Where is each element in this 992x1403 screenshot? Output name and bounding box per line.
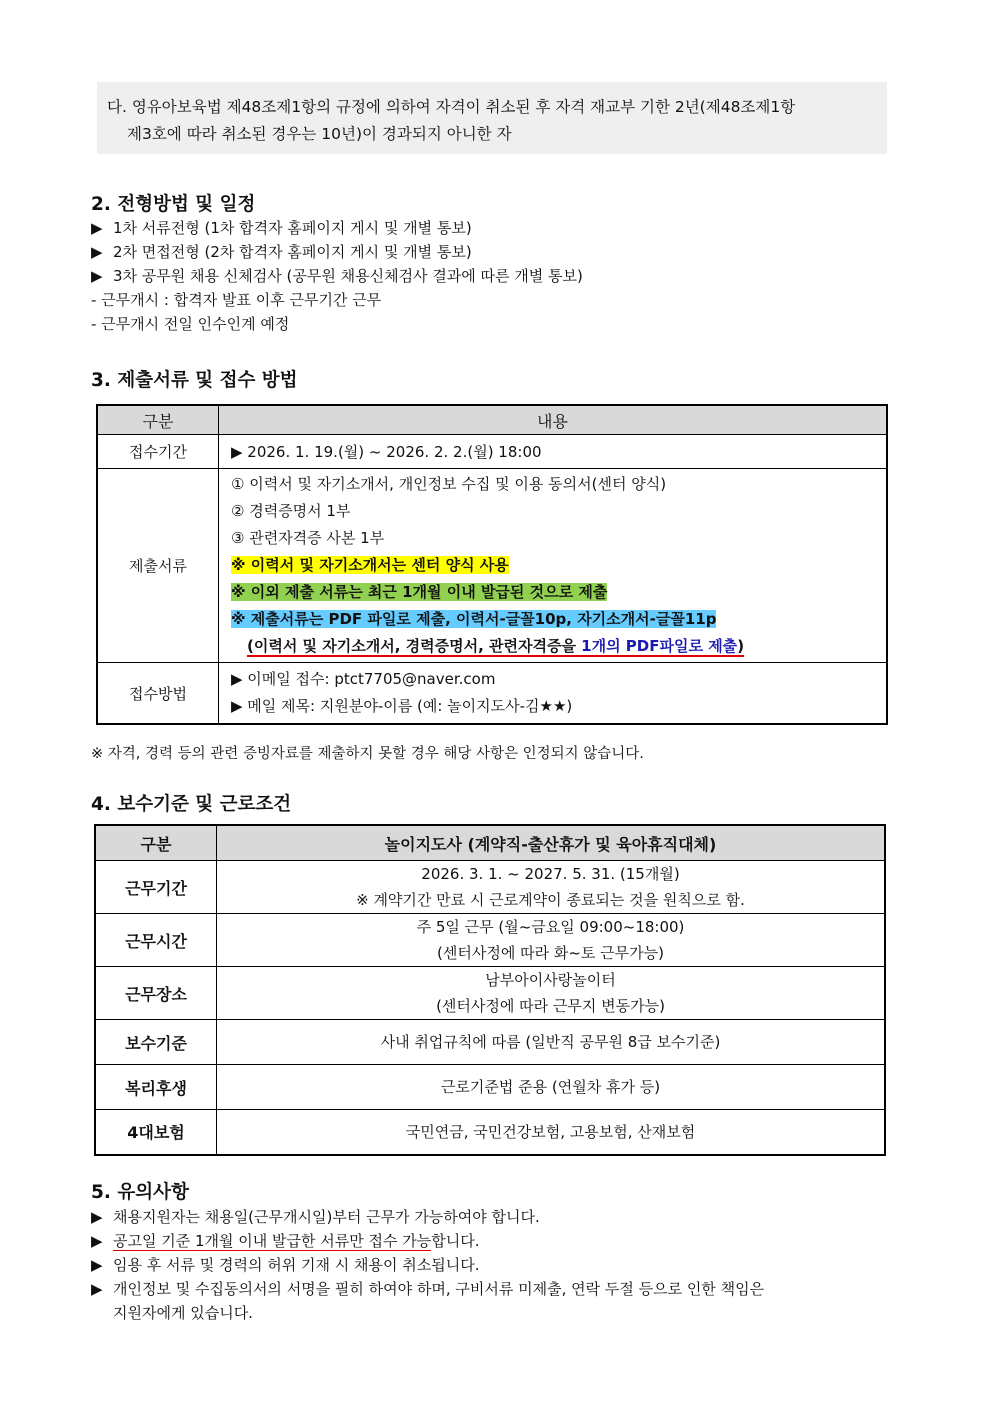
- table-row-value: 주 5일 근무 (월~금요일 09:00~18:00) (센터사정에 따라 화~토 근무가능): [217, 914, 886, 967]
- documents-list: [219, 469, 888, 663]
- section-5-title: 5. 유의사항: [91, 1182, 189, 1203]
- period-value: ▶ 2026. 1. 19.(월) ~ 2026. 2. 2.(월) 18:00: [219, 435, 888, 469]
- documents-label: 제출서류: [97, 469, 219, 663]
- arrow-icon: ▶: [91, 1232, 103, 1250]
- table-row-label: 보수기준: [95, 1020, 217, 1065]
- period-label: 접수기간: [97, 435, 219, 469]
- list-item: ② 경력증명서 1부: [231, 502, 351, 520]
- arrow-icon: ▶: [91, 1256, 103, 1274]
- table-header-position: 놀이지도사 (계약직-출산휴가 및 육아휴직대체): [217, 825, 886, 861]
- schedule-item-1: ▶ 1차 서류전형 (1차 합격자 홈페이지 게시 및 개별 통보): [91, 219, 472, 237]
- table-row-label: 복리후생: [95, 1065, 217, 1110]
- caution-item-3: ▶ 임용 후 서류 및 경력의 허위 기재 시 채용이 취소됩니다.: [91, 1256, 480, 1274]
- section-2-title: 2. 전형방법 및 일정: [91, 194, 256, 215]
- table-row-value: 남부아이사랑놀이터 (센터사정에 따라 근무지 변동가능): [217, 967, 886, 1020]
- arrow-icon: ▶: [91, 267, 103, 285]
- table-header-category: 구분: [97, 405, 219, 435]
- list-item: ① 이력서 및 자기소개서, 개인정보 수집 및 이용 동의서(센터 양식): [231, 475, 667, 493]
- table-row-value: 근로기준법 준용 (연월차 휴가 등): [217, 1065, 886, 1110]
- method-list: [219, 663, 888, 725]
- schedule-note-2: - 근무개시 전일 인수인계 예정: [91, 315, 290, 333]
- evidence-note: ※ 자격, 경력 등의 관련 증빙자료를 제출하지 못할 경우 해당 사항은 인정되지 않습니다.: [91, 746, 644, 762]
- section-4-title: 4. 보수기준 및 근로조건: [91, 794, 292, 815]
- table-row-value: 2026. 3. 1. ~ 2027. 5. 31. (15개월) ※ 계약기간 만료 시 근로계약이 종료되는 것을 원칙으로 함.: [217, 861, 886, 914]
- highlight-form-note: ※ 이력서 및 자기소개서는 센터 양식 사용: [231, 556, 509, 574]
- caution-item-2: ▶ 공고일 기준 1개월 이내 발급한 서류만 접수 가능합니다.: [91, 1232, 480, 1250]
- arrow-icon: ▶: [91, 1208, 103, 1226]
- arrow-icon: ▶: [91, 219, 103, 237]
- arrow-icon: ▶: [91, 1280, 103, 1298]
- email-line: ▶ 이메일 접수: ptct7705@naver.com: [231, 670, 496, 688]
- merge-instruction: (이력서 및 자기소개서, 경력증명서, 관련자격증을 1개의 PDF파일로 제출): [247, 637, 745, 655]
- schedule-item-3: ▶ 3차 공무원 채용 신체검사 (공무원 채용신체검사 결과에 따른 개별 통보): [91, 267, 583, 285]
- disqualification-note-box: [97, 82, 887, 154]
- disqualification-line-1: 다. 영유아보육법 제48조제1항의 규정에 의하여 자격이 취소된 후 자격 재교부 기한 2년(제48조제1항: [107, 98, 796, 116]
- table-row-label: 근무기간: [95, 861, 217, 914]
- section-3-title: 3. 제출서류 및 접수 방법: [91, 370, 298, 391]
- subject-line: ▶ 메일 제목: 지원분야-이름 (예: 놀이지도사-김★★): [231, 697, 573, 715]
- table-row-label: 근무시간: [95, 914, 217, 967]
- table-row-label: 근무장소: [95, 967, 217, 1020]
- conditions-table: [94, 824, 886, 1156]
- submission-table: [96, 404, 888, 725]
- method-label: 접수방법: [97, 663, 219, 725]
- table-row-label: 4대보험: [95, 1110, 217, 1155]
- table-header-category: 구분: [95, 825, 217, 861]
- caution-item-4-cont: 지원자에게 있습니다.: [113, 1304, 253, 1322]
- table-row-value: 사내 취업규칙에 따름 (일반직 공무원 8급 보수기준): [217, 1020, 886, 1065]
- caution-item-4: ▶ 개인정보 및 수집동의서의 서명을 필히 하여야 하며, 구비서류 미제출, 연락 두절 등으로 인한 책임은: [91, 1280, 765, 1298]
- disqualification-line-2: 제3호에 따라 취소된 경우는 10년)이 경과되지 아니한 자: [127, 125, 512, 143]
- table-header-content: 내용: [219, 405, 888, 435]
- caution-item-1: ▶ 채용지원자는 채용일(근무개시일)부터 근무가 가능하여야 합니다.: [91, 1208, 540, 1226]
- schedule-item-2: ▶ 2차 면접전형 (2차 합격자 홈페이지 게시 및 개별 통보): [91, 243, 472, 261]
- list-item: ③ 관련자격증 사본 1부: [231, 529, 385, 547]
- highlight-pdf-note: ※ 제출서류는 PDF 파일로 제출, 이력서-글꼴10p, 자기소개서-글꼴11p: [231, 610, 717, 628]
- arrow-icon: ▶: [91, 243, 103, 261]
- schedule-note-1: - 근무개시 : 합격자 발표 이후 근무기간 근무: [91, 291, 382, 309]
- table-row-value: 국민연금, 국민건강보험, 고용보험, 산재보험: [217, 1110, 886, 1155]
- highlight-issue-note: ※ 이외 제출 서류는 최근 1개월 이내 발급된 것으로 제출: [231, 583, 608, 601]
